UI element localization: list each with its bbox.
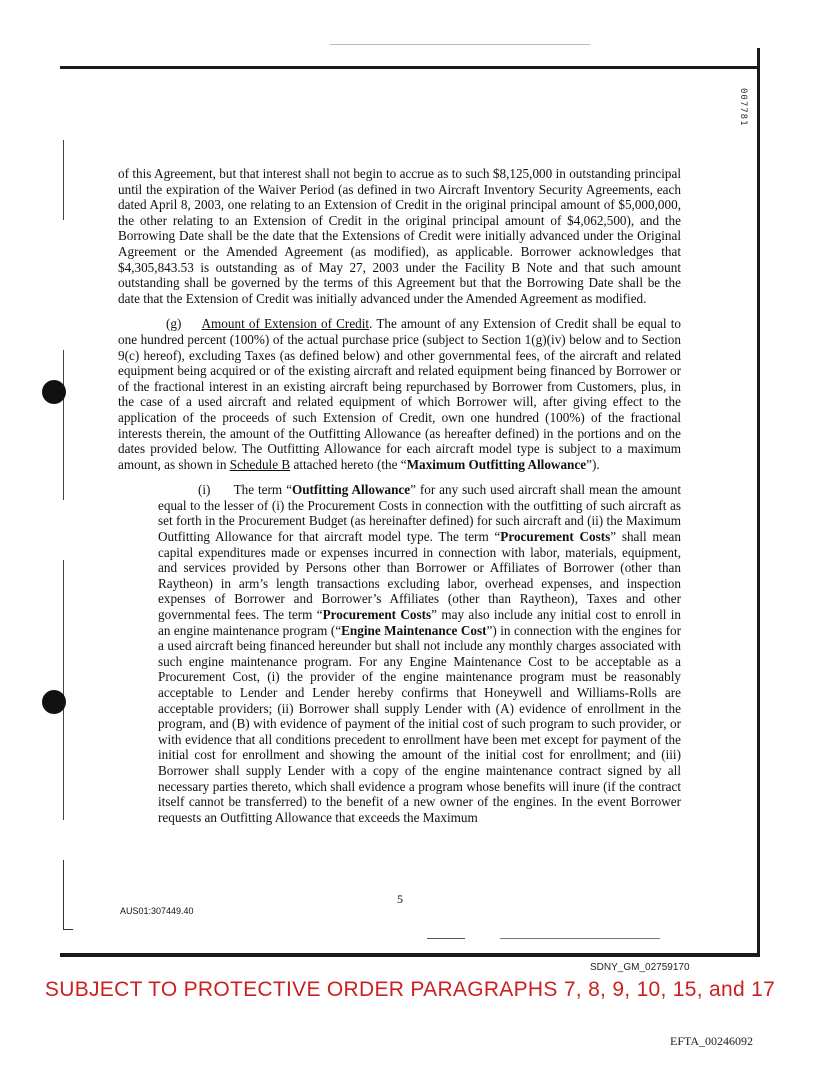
scan-border-right bbox=[757, 48, 760, 953]
scan-corner-mark bbox=[63, 860, 64, 930]
punch-hole bbox=[42, 690, 66, 714]
paragraph-g: (g) Amount of Extension of Credit. The amount of any Extension of Credit shall be equal to one hundred percent (100%) of the actual purchase price (subject to Section 1(g)(iv) below and to Section 9(c) hereof), excluding Taxes (as defined below) and other governmental fees, of the aircraft and related equipment being acquired or of the existing aircraft and related equipment being financed by Borrower or of the fractional interest in an existing aircraft being repurchased by Borrower from Customers, plus, in the case of a used aircraft and related equipment of which Borrower will, after giving effect to the application of the proceeds of such Extension of Credit, own one hundred (100%) of the fractional interests therein, the amount of the Outfitting Allowance (as hereafter defined) in the portions and on the dates provided below. The Outfitting Allowance for each aircraft model type is subject to a maximum amount, as shown in Schedule B attached hereto (the “Maximum Outfitting Allowance”). bbox=[118, 316, 681, 472]
defined-term: Procurement Costs bbox=[322, 607, 432, 623]
defined-term: Procurement Costs bbox=[500, 529, 611, 545]
scan-border-top bbox=[60, 66, 760, 69]
section-heading: Amount of Extension of Credit bbox=[201, 316, 370, 332]
scan-mark bbox=[500, 938, 660, 939]
scan-edge-top-thin bbox=[330, 44, 590, 45]
scan-margin-line bbox=[63, 140, 64, 220]
defined-term: Engine Maintenance Cost bbox=[341, 622, 487, 638]
schedule-reference: Schedule B bbox=[229, 456, 291, 472]
scan-corner-mark bbox=[63, 929, 73, 930]
scan-margin-line bbox=[63, 560, 64, 820]
page-number: 5 bbox=[397, 892, 403, 906]
page-stamp: 007781 bbox=[738, 88, 748, 127]
defined-term: Outfitting Allowance bbox=[291, 482, 411, 498]
efta-id: EFTA_00246092 bbox=[670, 1034, 754, 1048]
defined-term: Maximum Outfitting Allowance bbox=[406, 456, 587, 472]
scan-margin-line bbox=[63, 350, 64, 500]
subsection-label: (i) bbox=[198, 482, 211, 498]
protective-order-notice: SUBJECT TO PROTECTIVE ORDER PARAGRAPHS 7, 8, 9, 10, 15, and 17 bbox=[44, 978, 776, 1001]
paragraph-g-i: (i) The term “Outfitting Allowance” for any such used aircraft shall mean the amount equal to the lesser of (i) the Procurement Costs in connection with the outfitting of such aircraft as set forth in the Procurement Budget (as hereinafter defined) for such aircraft and (ii) the Maximum Outfitting Allowance for that aircraft model type. The term “Procurement Costs” shall mean capital expenditures made or expenses incurred in connection with labor, materials, equipment, and services provided by Persons other than Borrower or Affiliates of Borrower (other than Raytheon) in arm’s length transactions excluding labor, overhead expenses, and inspection expenses of Borrower and Borrower’s Affiliates (other than Raytheon), Taxes and other governmental fees. The term “Procurement Costs” may also include any initial cost to enroll in an engine maintenance program (“Engine Maintenance Cost”) in connection with the engines for a used aircraft being financed hereunder but shall not include any monthly charges associated with such engine maintenance program. For any Engine Maintenance Cost to be acceptable as a Procurement Cost, (i) the provider of the engine maintenance program must be reasonably acceptable to Lender and Lender hereby confirms that Honeywell and Williams-Rolls are acceptable providers; (ii) Borrower shall supply Lender with (A) evidence of enrollment in the program, and (B) with evidence of payment of the initial cost of such program to such provider, or with evidence that all conditions precedent to enrollment have been met except for payment of the initial cost for enrollment and showing the amount of the initial cost for enrollment; and (iii) Borrower shall supply Lender with a copy of the engine maintenance contract signed by all necessary parties thereto, which shall evidence a program whose benefits will inure (if the contract itself cannot be transferred) to the benefit of a new owner of the engines. In the event Borrower requests an Outfitting Allowance that exceeds the Maximum bbox=[158, 482, 682, 825]
punch-hole bbox=[42, 380, 66, 404]
paragraph-continued: of this Agreement, but that interest shall not begin to accrue as to such $8,125,000 in outstanding principal until the expiration of the Waiver Period (as defined in two Aircraft Inventory Security Agreements, each dated April 8, 2003, one relating to an Extension of Credit in the original principal amount of $5,000,000, the other relating to an Extension of Credit in the original principal amount of $4,062,500), and the Borrowing Date shall be the date that the Extensions of Credit were initially advanced under the Original Agreement or the Amended Agreement (as modified), as applicable. Borrower acknowledges that $4,305,843.53 is outstanding as of May 27, 2003 under the Facility B Note and that such amount outstanding shall be governed by the terms of this Agreement but that the Borrowing Date shall be the date that the Extension of Credit was initially advanced under the Amended Agreement as modified. bbox=[118, 166, 681, 306]
bates-number: SDNY_GM_02759170 bbox=[590, 962, 690, 973]
scan-border-bottom bbox=[60, 953, 760, 957]
document-body bbox=[118, 166, 681, 835]
section-label: (g) bbox=[166, 316, 182, 332]
document-id: AUS01:307449.40 bbox=[120, 906, 194, 916]
scan-mark bbox=[427, 938, 465, 939]
